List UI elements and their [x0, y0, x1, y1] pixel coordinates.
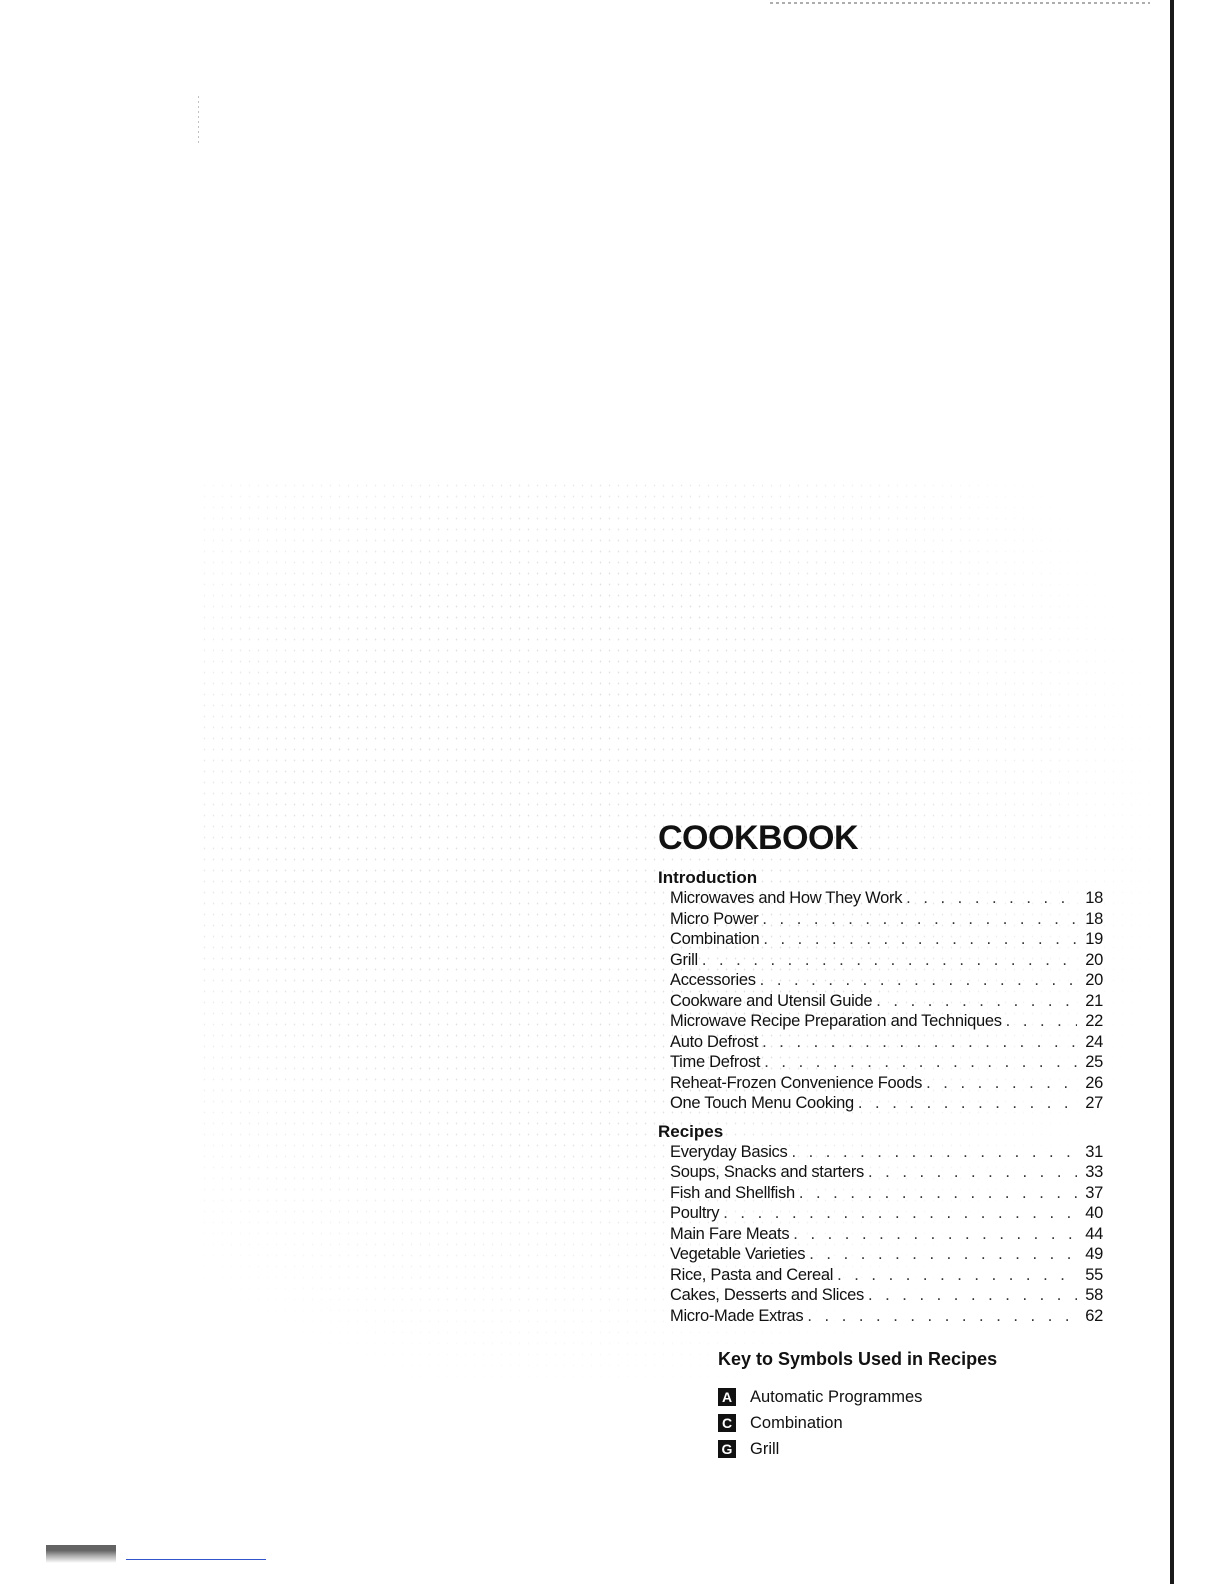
dot-leader	[763, 929, 1077, 950]
toc-entry	[670, 950, 1103, 971]
toc-entry-label: Auto Defrost	[670, 1032, 759, 1051]
toc-entry-page: 22	[1085, 1012, 1103, 1030]
toc-entry-label: Soups, Snacks and starters	[670, 1163, 864, 1181]
toc-entry	[670, 1052, 1103, 1073]
dot-leader	[926, 1073, 1077, 1094]
toc-entry	[670, 1203, 1103, 1224]
dot-leader	[858, 1093, 1077, 1114]
key-items	[718, 1384, 1103, 1462]
recipes-list	[658, 1142, 1103, 1327]
toc-entry-label: Micro Power	[670, 909, 759, 928]
toc-entry-label: Microwave Recipe Preparation and Techniques	[670, 1012, 1002, 1030]
toc-entry-label: Micro-Made Extras	[670, 1306, 804, 1325]
scan-artifact-left	[198, 96, 199, 146]
toc-entry-label: One Touch Menu Cooking	[670, 1094, 854, 1112]
dot-leader	[868, 1285, 1077, 1306]
scan-artifact-top	[770, 2, 1150, 4]
toc-entry	[670, 1306, 1103, 1327]
dot-leader	[723, 1203, 1077, 1224]
dot-leader	[762, 909, 1077, 930]
toc-entry-page: 44	[1085, 1224, 1103, 1243]
symbol-g-icon: G	[718, 1440, 736, 1458]
introduction-list	[658, 888, 1103, 1114]
toc-entry	[670, 1285, 1103, 1306]
toc-entry-page: 31	[1085, 1142, 1103, 1161]
toc-entry-page: 18	[1085, 909, 1103, 928]
scan-artifact-bottom	[46, 1545, 116, 1563]
toc-entry-label: Rice, Pasta and Cereal	[670, 1265, 834, 1284]
toc-entry-page: 49	[1085, 1245, 1103, 1263]
toc-entry	[670, 970, 1103, 991]
toc-entry-page: 27	[1085, 1094, 1103, 1112]
toc-entry-label: Combination	[670, 930, 760, 948]
dot-leader	[762, 1032, 1077, 1053]
toc-entry-label: Accessories	[670, 971, 756, 989]
toc-entry	[670, 909, 1103, 930]
toc-entry-label: Poultry	[670, 1204, 720, 1222]
toc-entry-page: 58	[1085, 1286, 1103, 1304]
toc-entry	[670, 1265, 1103, 1286]
toc-entry-page: 24	[1085, 1032, 1103, 1051]
key-item-label: Combination	[750, 1413, 843, 1432]
toc-entry	[670, 929, 1103, 950]
dot-leader	[702, 950, 1077, 971]
toc-entry	[670, 1162, 1103, 1183]
toc-entry-label: Reheat-Frozen Convenience Foods	[670, 1073, 923, 1092]
toc-entry-label: Grill	[670, 950, 698, 969]
section-heading-introduction: Introduction	[658, 868, 758, 887]
toc-entry	[670, 888, 1103, 909]
toc-entry-label: Main Fare Meats	[670, 1224, 790, 1243]
dot-leader	[764, 1052, 1077, 1073]
key-heading: Key to Symbols Used in Recipes	[718, 1349, 998, 1369]
symbol-c-icon: C	[718, 1414, 736, 1432]
table-of-contents	[658, 818, 1103, 1462]
toc-entry-label: Microwaves and How They Work	[670, 889, 903, 907]
dot-leader	[868, 1162, 1077, 1183]
toc-entry-page: 20	[1085, 950, 1103, 969]
symbol-a-icon: A	[718, 1388, 736, 1406]
toc-entry-label: Vegetable Varieties	[670, 1245, 806, 1263]
dot-leader	[791, 1142, 1077, 1163]
toc-entry	[670, 1244, 1103, 1265]
toc-entry-page: 18	[1085, 889, 1103, 907]
dot-leader	[760, 970, 1077, 991]
dot-leader	[1006, 1011, 1077, 1032]
toc-entry	[670, 1011, 1103, 1032]
toc-entry	[670, 1093, 1103, 1114]
toc-entry-page: 33	[1085, 1163, 1103, 1181]
key-item	[718, 1436, 1103, 1462]
toc-entry-label: Everyday Basics	[670, 1142, 788, 1161]
toc-entry-page: 62	[1085, 1306, 1103, 1325]
toc-entry	[670, 1142, 1103, 1163]
toc-entry-page: 21	[1085, 991, 1103, 1010]
toc-entry-page: 25	[1085, 1053, 1103, 1071]
toc-entry-page: 37	[1085, 1183, 1103, 1202]
dot-leader	[837, 1265, 1077, 1286]
symbol-key	[718, 1348, 1103, 1462]
toc-entry	[670, 1183, 1103, 1204]
toc-entry-label: Time Defrost	[670, 1053, 761, 1071]
toc-entry-label: Cookware and Utensil Guide	[670, 991, 873, 1010]
toc-entry-label: Fish and Shellfish	[670, 1183, 795, 1202]
key-item	[718, 1410, 1103, 1436]
dot-leader	[793, 1224, 1077, 1245]
key-item	[718, 1384, 1103, 1410]
dot-leader	[807, 1306, 1077, 1327]
toc-entry-page: 26	[1085, 1073, 1103, 1092]
dot-leader	[799, 1183, 1077, 1204]
section-heading-recipes: Recipes	[658, 1121, 724, 1141]
page-edge-rule	[1170, 0, 1174, 1584]
key-item-label: Automatic Programmes	[750, 1387, 923, 1406]
toc-entry	[670, 991, 1103, 1012]
scan-line-bottom	[126, 1559, 266, 1560]
toc-entry	[670, 1032, 1103, 1053]
key-item-label: Grill	[750, 1439, 780, 1458]
page-title: COOKBOOK	[658, 819, 858, 857]
dot-leader	[906, 888, 1077, 909]
toc-entry	[670, 1073, 1103, 1094]
dot-leader	[809, 1244, 1077, 1265]
toc-entry-page: 40	[1085, 1204, 1103, 1222]
dot-leader	[876, 991, 1077, 1012]
toc-entry-page: 55	[1085, 1265, 1103, 1284]
toc-entry-page: 20	[1085, 971, 1103, 989]
toc-entry	[670, 1224, 1103, 1245]
toc-entry-label: Cakes, Desserts and Slices	[670, 1286, 864, 1304]
toc-entry-page: 19	[1085, 930, 1103, 948]
